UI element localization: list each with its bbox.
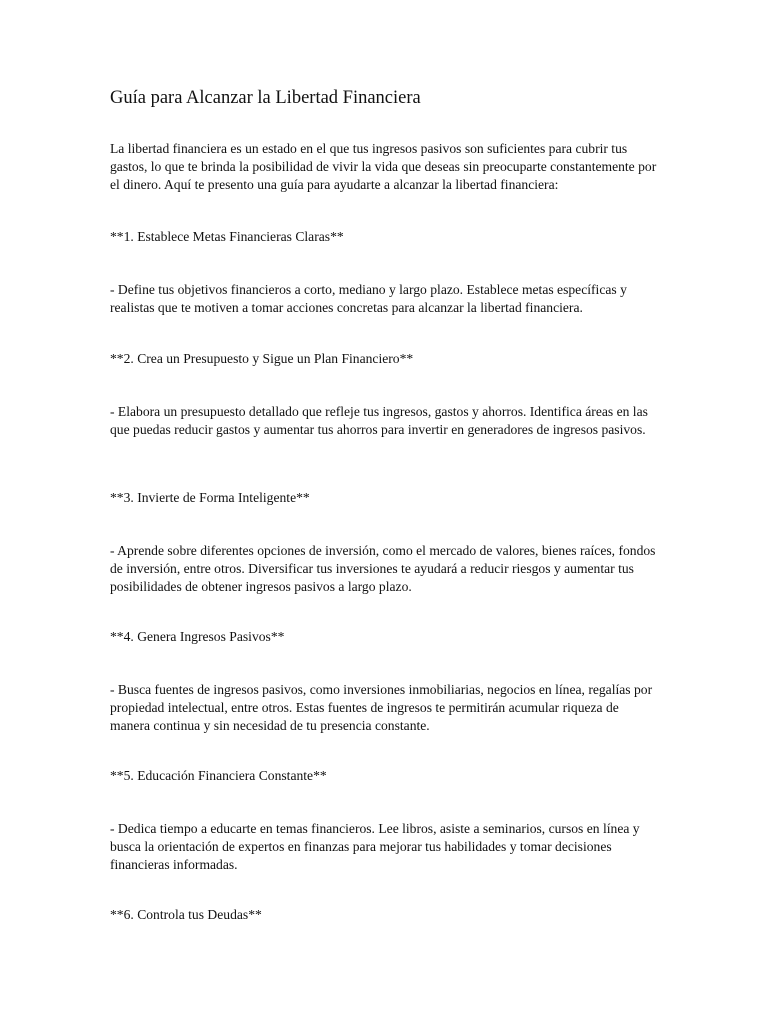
section-body-1: - Define tus objetivos financieros a corto, mediano y largo plazo. Establece metas específicas y realistas que te motiven a tomar acciones concretas para alcanzar la libertad financiera. (110, 282, 627, 315)
section-heading-2: **2. Crea un Presupuesto y Sigue un Plan Financiero** (110, 351, 414, 366)
section-body-4: - Busca fuentes de ingresos pasivos, como inversiones inmobiliarias, negocios en línea, regalías por propiedad intelectual, entre otros. Estas fuentes de ingresos te permitirán acumular riqueza de manera continua y sin necesidad de tu presencia constante. (110, 682, 653, 733)
section-body-5: - Dedica tiempo a educarte en temas financieros. Lee libros, asiste a seminarios, cursos en línea y busca la orientación de expertos en finanzas para mejorar tus habilidades y tomar decisiones financieras informadas. (110, 821, 640, 872)
section-heading-5: **5. Educación Financiera Constante** (110, 768, 327, 783)
section-body-2: - Elabora un presupuesto detallado que refleje tus ingresos, gastos y ahorros. Identifica áreas en las que puedas reducir gastos y aumentar tus ahorros para invertir en generadores de ingresos pasivos. (110, 404, 648, 437)
section-heading-4: **4. Genera Ingresos Pasivos** (110, 629, 285, 644)
section-heading-3: **3. Invierte de Forma Inteligente** (110, 490, 310, 505)
section-body-3: - Aprende sobre diferentes opciones de inversión, como el mercado de valores, bienes raíces, fondos de inversión, entre otros. Diversificar tus inversiones te ayudará a reducir riesgos y aumentar tus posibilidades de obtener ingresos pasivos a largo plazo. (110, 543, 656, 594)
document-title: Guía para Alcanzar la Libertad Financiera (110, 88, 421, 108)
section-heading-6: **6. Controla tus Deudas** (110, 907, 262, 922)
intro-paragraph: La libertad financiera es un estado en el que tus ingresos pasivos son suficientes para cubrir tus gastos, lo que te brinda la posibilidad de vivir la vida que deseas sin preocuparte constantemente por el dinero. Aquí te presento una guía para ayudarte a alcanzar la libertad financiera: (110, 141, 657, 192)
section-heading-1: **1. Establece Metas Financieras Claras** (110, 229, 344, 244)
